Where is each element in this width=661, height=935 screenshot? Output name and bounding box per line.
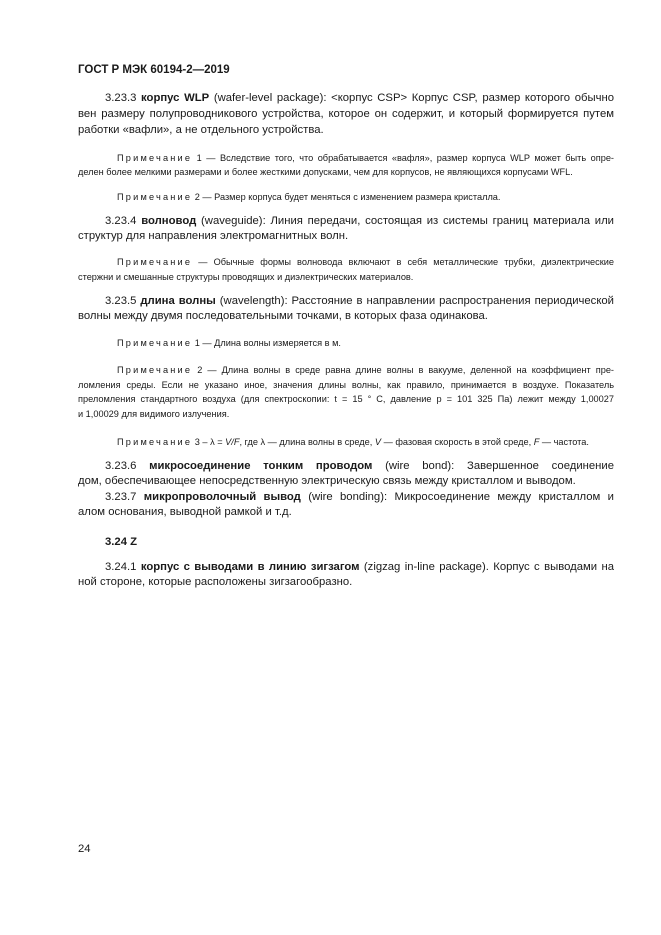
- text-span: 3.23.6: [105, 460, 150, 472]
- text-span: (waveguide): Линия передачи, состоящая из системы границ материала или: [196, 215, 614, 227]
- text-line: [78, 378, 614, 392]
- text-line: [78, 270, 413, 284]
- text-span: — Обычные формы волновода включают в себя металлические трубки, диэлектрические: [192, 257, 614, 267]
- text-span: 1 — Длина волны измеряется в м.: [192, 338, 341, 348]
- text-line: [78, 505, 292, 519]
- text-line: [78, 107, 614, 121]
- text-span: ломления среды. Если не указано иное, значения длины волны, как правило, принимается в воздухе. Показатель: [78, 380, 614, 390]
- page-header: ГОСТ Р МЭК 60194-2—2019: [78, 64, 230, 76]
- term: корпус WLP: [141, 92, 210, 104]
- text-span: (wire bond): Завершенное соединение: [385, 460, 614, 472]
- text-span: вен размеру полупроводникового устройства, которое он содержит, и который формируется путем: [78, 108, 614, 120]
- text-line: [78, 229, 348, 243]
- text-line: [78, 407, 229, 421]
- text-line: [117, 190, 500, 204]
- term: волновод: [141, 215, 197, 227]
- text-span: волны между двумя последовательными точками, в которых фаза одинакова.: [78, 310, 488, 322]
- text-line: [105, 535, 137, 549]
- term: длина волны: [140, 295, 216, 307]
- text-line: [105, 490, 614, 504]
- text-line: [105, 91, 614, 105]
- text-span: стержни и смешанные структуры проводящих и диэлектрических материалов.: [78, 272, 414, 282]
- page-number: 24: [78, 843, 91, 855]
- text-span: 3.23.5: [105, 295, 141, 307]
- text-span: работки «вафли», а не отдельного устройства.: [78, 124, 324, 136]
- text-line: [105, 294, 614, 308]
- note-label: Примечание: [117, 365, 193, 375]
- text-span: 3.23.7: [105, 491, 144, 503]
- text-span: (wire bonding): Микросоединение между кристаллом и: [308, 491, 614, 503]
- text-line: [105, 214, 614, 228]
- note-label: Примечание: [117, 257, 193, 267]
- text-span: 3.24.1: [105, 561, 141, 573]
- text-line: [117, 151, 614, 165]
- text-line: [78, 474, 576, 488]
- text-span: 2 — Размер корпуса будет меняться с изменением размера кристалла.: [192, 192, 501, 202]
- text-span: 3 – λ =: [192, 437, 226, 447]
- note-label: Примечание: [117, 192, 193, 202]
- text-span: ной стороне, которые расположены зигзагообразно.: [78, 576, 353, 588]
- text-line: [105, 560, 614, 574]
- note-label: Примечание: [117, 338, 193, 348]
- text-line: [117, 435, 589, 449]
- text-span: 1 — Вследствие того, что обрабатывается «вафля», размер корпуса WLP может быть опре-: [192, 153, 614, 163]
- text-span: V: [374, 437, 382, 447]
- text-line: [78, 575, 352, 589]
- text-span: 3.23.4: [105, 215, 142, 227]
- text-span: (wafer-level package): <корпус CSP> Корпус CSP, размер которого обычно: [213, 92, 614, 104]
- text-span: (zigzag in-line package). Корпус с выводами на: [363, 561, 614, 573]
- note-label: Примечание: [117, 153, 193, 163]
- text-span: — частота.: [539, 437, 589, 447]
- text-span: V/F: [225, 437, 240, 447]
- text-span: — фазовая скорость в этой среде,: [381, 437, 534, 447]
- text-span: делен более мелкими размерами и более жесткими допусками, чем для корпусов, не являющихся корпусами WFL.: [78, 167, 573, 177]
- text-line: [117, 255, 614, 269]
- text-line: [78, 309, 488, 323]
- text-span: 3.23.3: [105, 92, 142, 104]
- note-label: Примечание: [117, 437, 193, 447]
- term: микросоединение тонким проводом: [149, 460, 373, 472]
- text-line: [78, 392, 614, 406]
- text-span: структур для направления электромагнитных волн.: [78, 230, 349, 242]
- term: 3.24 Z: [105, 536, 138, 548]
- text-span: F: [533, 437, 540, 447]
- text-line: [117, 363, 614, 377]
- text-span: дом, обеспечивающее непосредственную электрическую связь между кристаллом и выводом.: [78, 475, 576, 487]
- text-line: [105, 459, 614, 473]
- text-line: [78, 165, 573, 179]
- text-span: преломления стандартного воздуха (для спектроскопии: t = 15 ° С, давление р = 101 325 Па) лежит между 1,00027: [78, 394, 614, 404]
- text-span: 2 — Длина волны в среде равна длине волны в вакууме, деленной на коэффициент пре-: [192, 365, 614, 375]
- text-span: и 1,00029 для видимого излучения.: [78, 409, 230, 419]
- term: микропроволочный вывод: [143, 491, 301, 503]
- text-span: (wavelength): Расстояние в направлении распространения периодической: [215, 295, 614, 307]
- text-line: [78, 123, 324, 137]
- text-span: алом основания, выводной рамкой и т.д.: [78, 506, 292, 518]
- text-line: [117, 336, 341, 350]
- text-span: , где λ — длина волны в среде,: [239, 437, 375, 447]
- term: корпус с выводами в линию зигзагом: [140, 561, 360, 573]
